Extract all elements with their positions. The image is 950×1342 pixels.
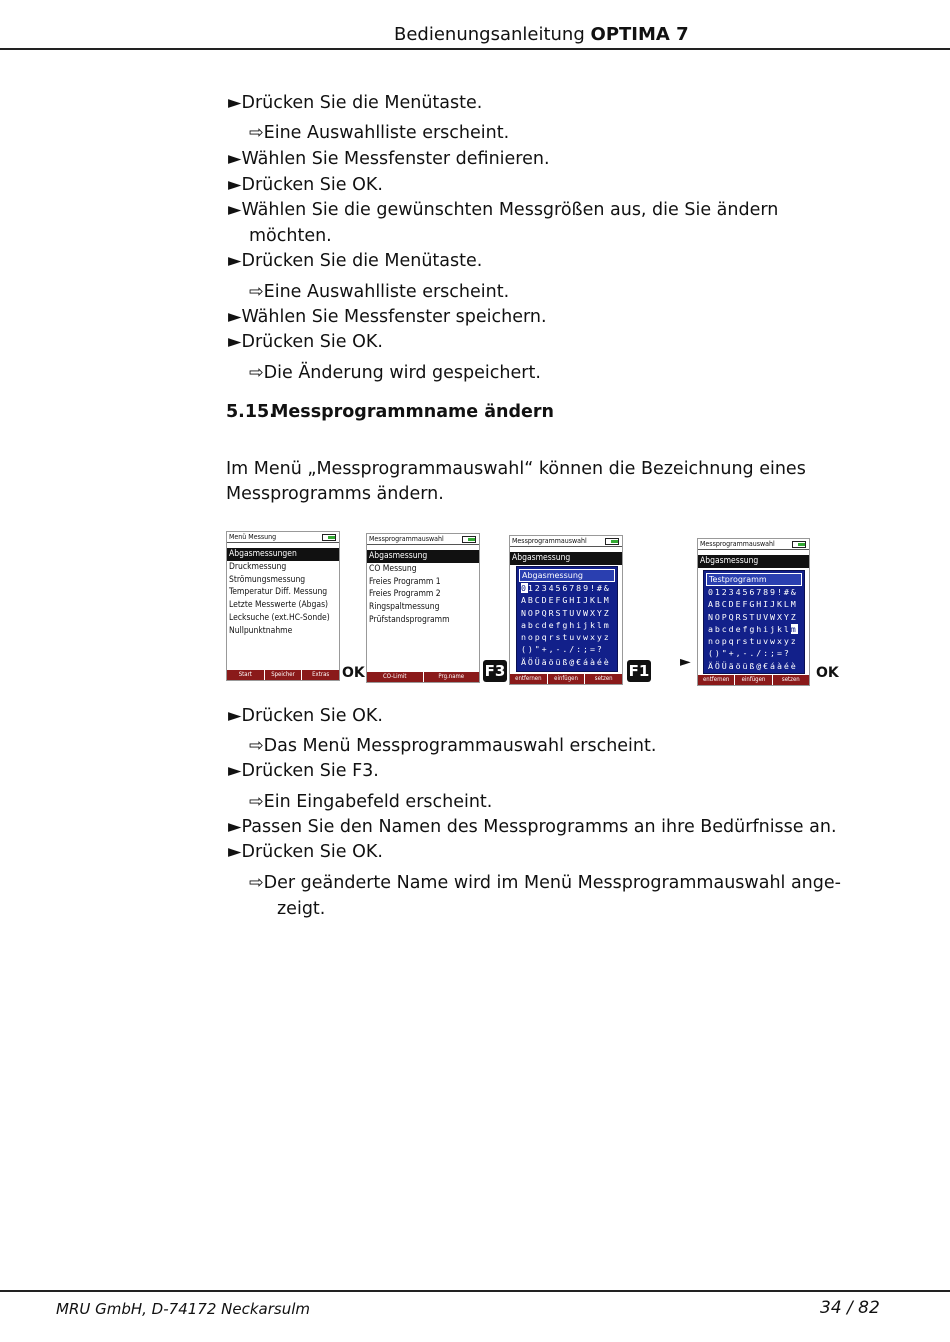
step-action: ►Drücken Sie die Menütaste. — [228, 93, 483, 113]
intro-line: Messprogramms ändern. — [226, 484, 444, 504]
list-item[interactable]: Abgasmessungen — [227, 548, 339, 561]
keyboard-row[interactable]: NOPQRSTUVWXYZ — [521, 607, 611, 618]
intro-line: Im Menü „Messprogrammauswahl“ können die Bezeichnung eines — [226, 459, 806, 479]
list-item[interactable]: Freies Programm 2 — [369, 589, 441, 600]
list-item[interactable]: Abgasmessung — [510, 552, 622, 565]
screen-title: Messprogrammauswahl — [367, 534, 479, 545]
keyboard-row[interactable]: ()"+,-./:;=? — [708, 648, 791, 659]
list-item[interactable]: Abgasmessung — [698, 555, 809, 568]
list-item[interactable]: Temperatur Diff. Messung — [229, 587, 328, 598]
step-continuation: möchten. — [249, 226, 332, 246]
keyboard-row[interactable]: 0123456789!#& — [521, 583, 611, 593]
keyboard-row[interactable]: nopqrstuvwxyz — [521, 632, 611, 643]
keyboard-row[interactable]: abcdefghijklm — [708, 623, 798, 634]
page-header — [0, 0, 950, 50]
softkey-bar — [227, 670, 339, 680]
keyboard-row[interactable]: abcdefghijklm — [521, 619, 611, 630]
softkey-setzen[interactable]: setzen — [594, 675, 613, 682]
step-result: ⇨Eine Auswahlliste erscheint. — [249, 123, 510, 143]
section-heading: 5.15.Messprogrammname ändern — [226, 402, 554, 422]
name-input-field[interactable]: Testprogramm — [706, 573, 802, 586]
keyboard-row[interactable]: ÄÖÜäöüß@€áàéè — [521, 656, 611, 667]
softkey-bar — [510, 674, 622, 684]
screen-list — [367, 550, 479, 627]
softkey-bar — [698, 675, 809, 685]
keyboard-row[interactable]: ÄÖÜäöüß@€áàéè — [708, 660, 798, 671]
list-item[interactable]: CO Messung — [369, 563, 417, 574]
softkey-setzen[interactable]: setzen — [781, 676, 800, 683]
step-action: ►Wählen Sie Messfenster definieren. — [228, 149, 550, 169]
list-item[interactable]: Abgasmessung — [367, 550, 479, 563]
list-item[interactable]: Lecksuche (ext.HC-Sonde) — [229, 612, 330, 623]
device-screen-programs — [366, 533, 480, 683]
step-action: ►Drücken Sie F3. — [228, 761, 379, 781]
step-action: ►Wählen Sie die gewünschten Messgrößen aus, die Sie ändern — [228, 200, 779, 220]
softkey-einfuegen[interactable]: einfügen — [548, 674, 586, 684]
softkey-einfuegen[interactable]: einfügen — [735, 675, 772, 685]
arrow-right-icon: ► — [680, 654, 691, 670]
list-item[interactable]: Ringspaltmessung — [369, 602, 440, 613]
step-result: ⇨Das Menü Messprogrammauswahl erscheint. — [249, 736, 657, 756]
step-action: ►Drücken Sie OK. — [228, 175, 383, 195]
list-item[interactable]: Letzte Messwerte (Abgas) — [229, 600, 329, 611]
list-item[interactable]: Freies Programm 1 — [369, 576, 441, 587]
softkey-entfernen[interactable]: entfernen — [510, 674, 548, 684]
screen-list — [510, 552, 622, 565]
keyboard-row[interactable]: nopqrstuvwxyz — [708, 636, 798, 647]
device-screen-edit-1 — [509, 535, 623, 685]
f3-key-icon: F3 — [484, 662, 506, 680]
company-name: MRU GmbH, D-74172 Neckarsulm — [56, 1300, 310, 1318]
keyboard-row[interactable]: ABCDEFGHIJKLM — [521, 595, 611, 606]
page-number: 34 / 82 — [820, 1298, 880, 1318]
battery-icon — [792, 541, 806, 548]
header-title: Bedienungsanleitung OPTIMA 7 — [394, 24, 689, 45]
battery-icon — [605, 538, 619, 545]
screen-list — [227, 548, 339, 638]
on-screen-keyboard — [516, 566, 618, 672]
keyboard-row[interactable]: ABCDEFGHIJKLM — [708, 599, 798, 610]
softkey-entfernen[interactable]: entfernen — [698, 675, 735, 685]
softkey-bar — [367, 672, 479, 682]
screen-title: Messprogrammauswahl — [698, 539, 809, 550]
step-action: ►Drücken Sie die Menütaste. — [228, 251, 483, 271]
battery-icon — [322, 534, 336, 541]
screen-list — [698, 555, 809, 568]
list-item[interactable]: Prüfstandsprogramm — [369, 614, 450, 625]
ok-key-label: OK — [342, 665, 365, 681]
step-result: ⇨Ein Eingabefeld erscheint. — [249, 792, 493, 812]
step-result: ⇨Der geänderte Name wird im Menü Messprogrammauswahl ange- — [249, 873, 841, 893]
keyboard-row[interactable]: ()"+,-./:;=? — [521, 644, 604, 655]
f1-key-icon: F1 — [628, 662, 650, 680]
name-input-field[interactable]: Abgasmessung — [519, 569, 615, 582]
on-screen-keyboard — [703, 570, 805, 674]
step-action: ►Wählen Sie Messfenster speichern. — [228, 307, 547, 327]
step-action: ►Drücken Sie OK. — [228, 842, 383, 862]
keyboard-row[interactable]: NOPQRSTUVWXYZ — [708, 611, 798, 622]
page-footer — [0, 1290, 950, 1318]
softkey-prg-name[interactable]: Prg.name — [438, 673, 465, 680]
step-action: ►Passen Sie den Namen des Messprogramms an ihre Bedürfnisse an. — [228, 817, 837, 837]
screen-title: Menü Messung — [227, 532, 339, 543]
softkey-speicher[interactable]: Speicher — [265, 670, 303, 680]
ok-key-label: OK — [816, 665, 839, 681]
list-item[interactable]: Nullpunktnahme — [229, 625, 293, 636]
softkey-start[interactable]: Start — [227, 670, 265, 680]
softkey-co-limit[interactable]: CO-Limit — [367, 672, 424, 682]
softkey-extras[interactable]: Extras — [312, 671, 330, 678]
step-result: ⇨Die Änderung wird gespeichert. — [249, 363, 541, 383]
step-result: ⇨Eine Auswahlliste erscheint. — [249, 282, 510, 302]
device-screen-menu — [226, 531, 340, 681]
step-action: ►Drücken Sie OK. — [228, 332, 383, 352]
step-action: ►Drücken Sie OK. — [228, 706, 383, 726]
screen-title: Messprogrammauswahl — [510, 536, 622, 547]
battery-icon — [462, 536, 476, 543]
list-item[interactable]: Druckmessung — [229, 561, 287, 572]
step-continuation: zeigt. — [277, 899, 326, 919]
device-screen-edit-2 — [697, 538, 810, 686]
list-item[interactable]: Strömungsmessung — [229, 574, 306, 585]
keyboard-row[interactable]: 0123456789!#& — [708, 587, 798, 597]
